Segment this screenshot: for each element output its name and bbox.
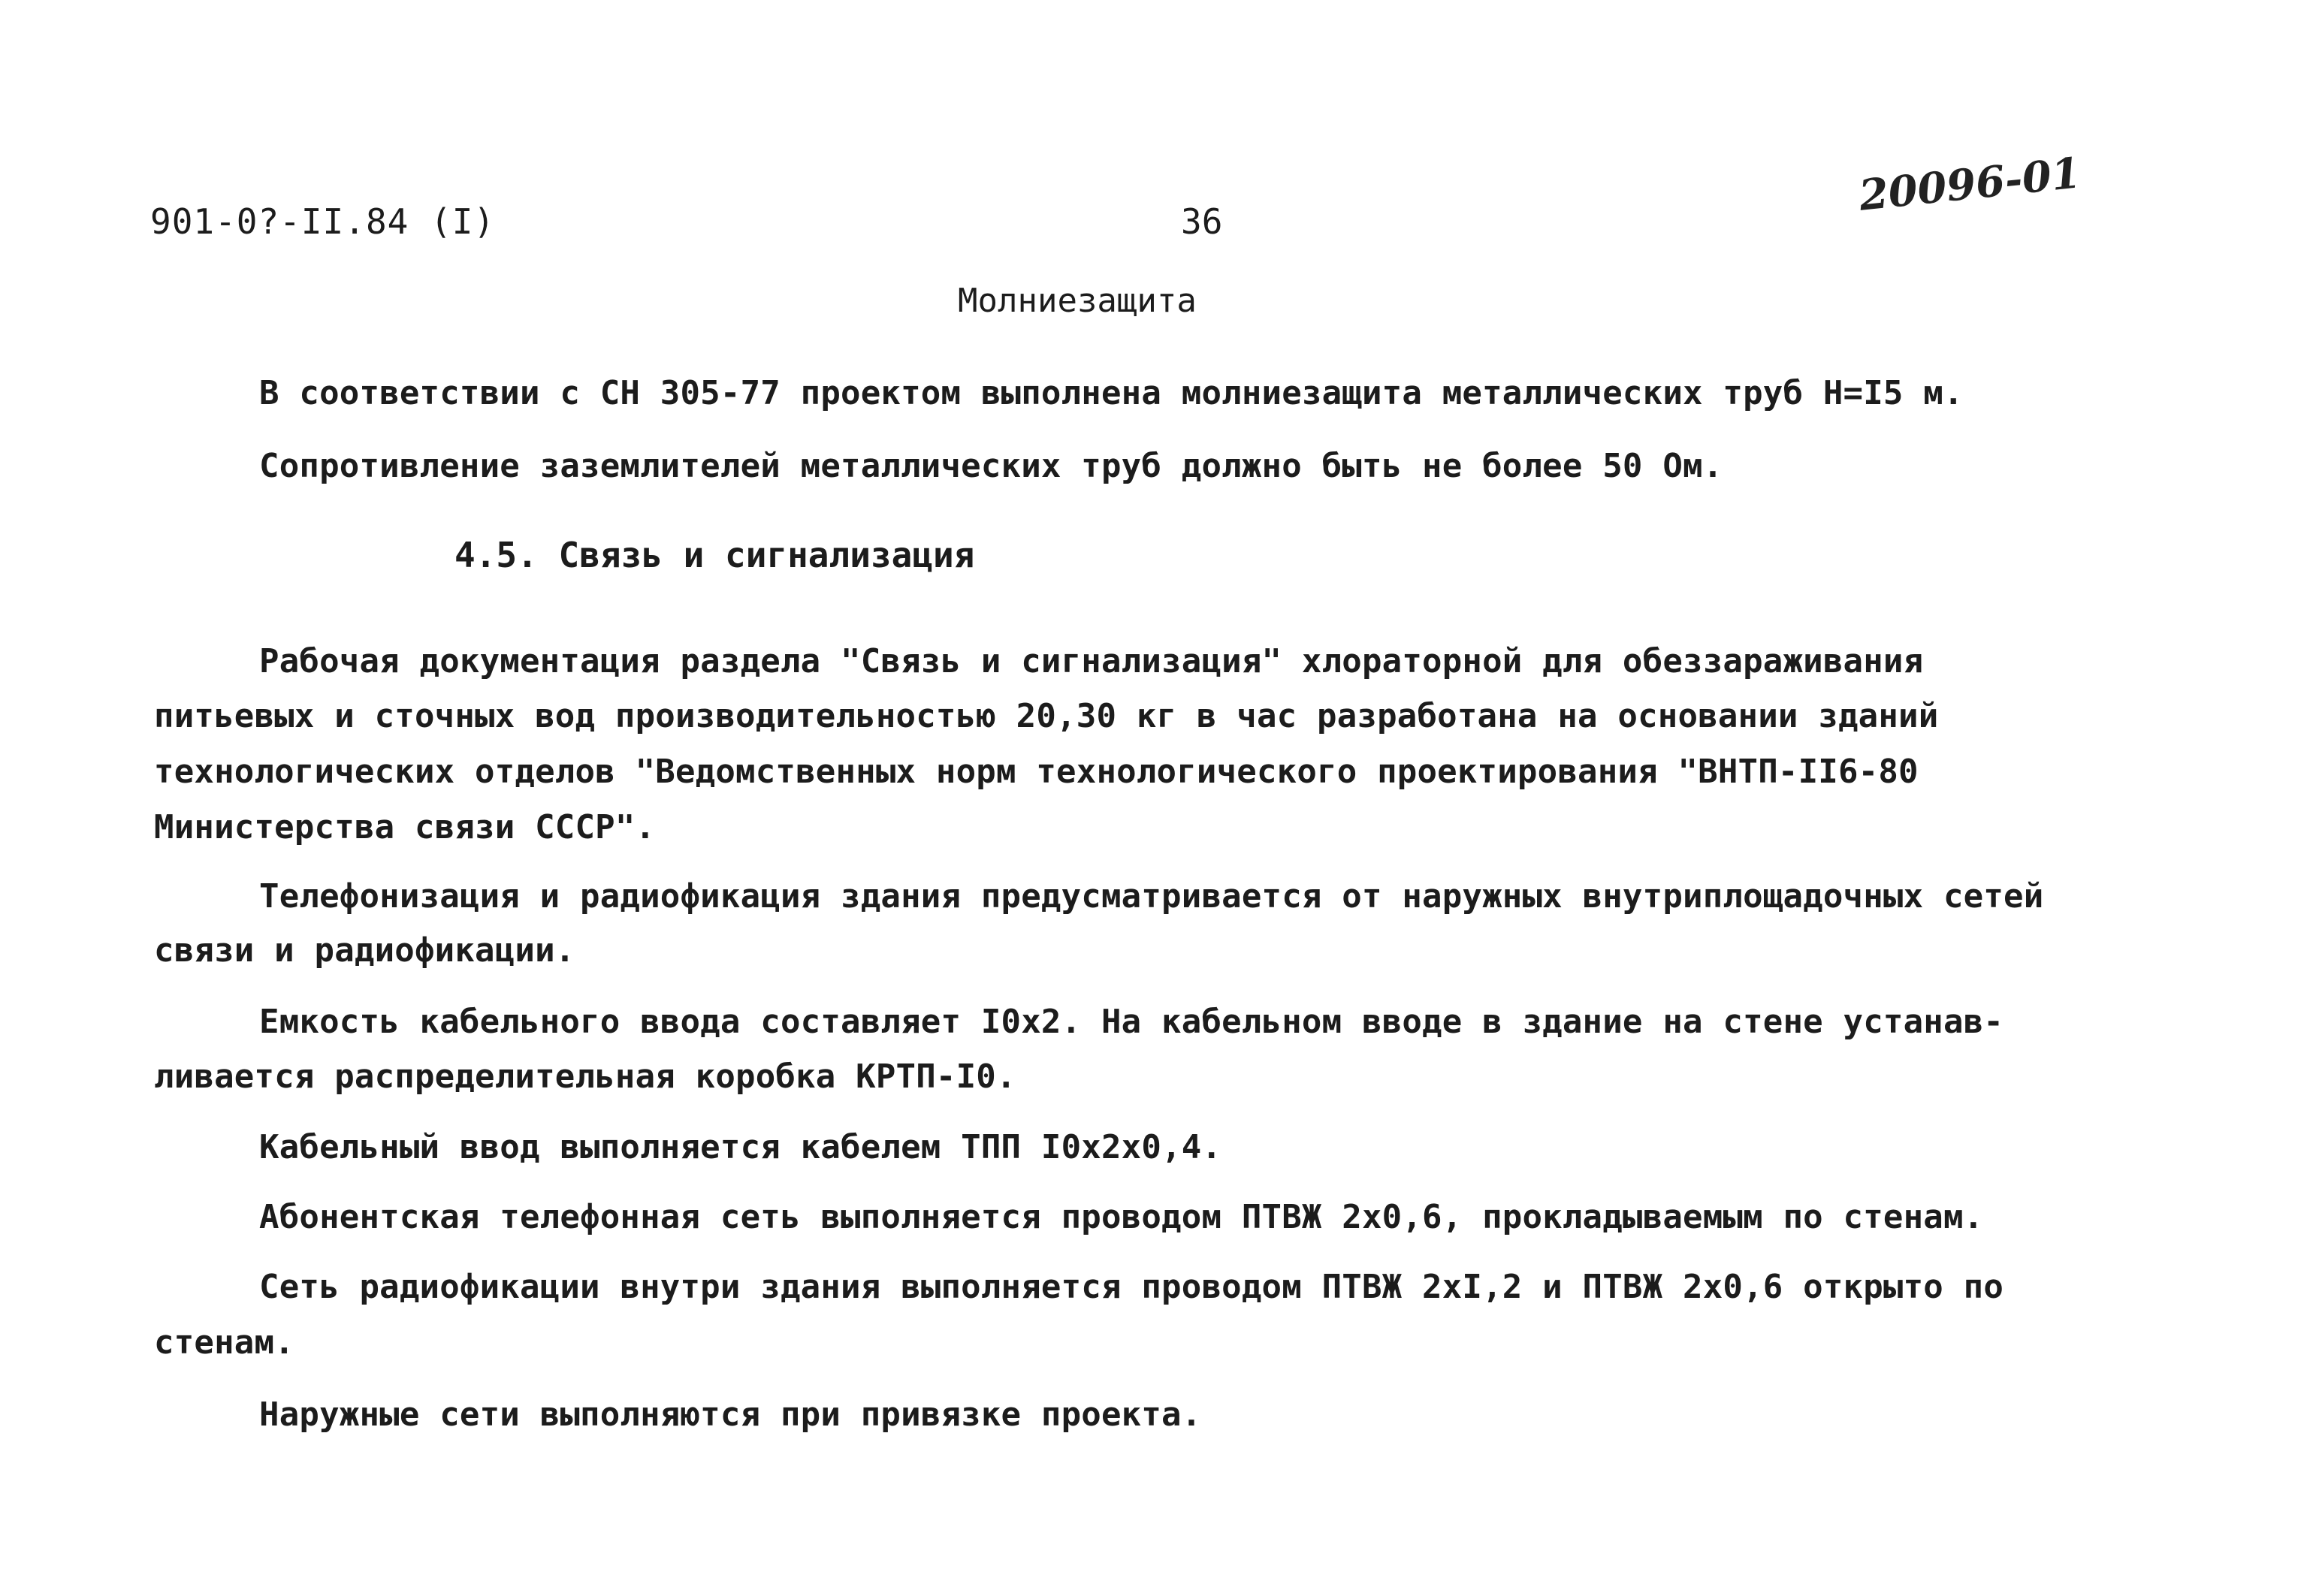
paragraph-line: Телефонизация и радиофикация здания предусматривается от наружных внутриплощадочных сетей — [259, 877, 2044, 916]
handwritten-inventory-number: 20096-01 — [1856, 148, 2083, 221]
document-code: 901-0?-II.84 (I) — [150, 201, 496, 242]
paragraph-line: связи и радиофикации. — [154, 931, 575, 970]
paragraph-line: стенам. — [154, 1323, 294, 1362]
paragraph-line: Рабочая документация раздела "Связь и сигнализация" хлораторной для обеззараживания — [259, 642, 1924, 680]
lightning-text-line: В соответствии с СН 305-77 проектом выполнена молниезащита металлических труб Н=I5 м. — [259, 374, 1964, 412]
paragraph-line: Емкость кабельного ввода составляет I0х2. На кабельном вводе в здание на стене устанав- — [259, 1003, 2004, 1041]
page-number: 36 — [1181, 201, 1223, 242]
paragraph-line: ливается распределительная коробка КРТП-I0. — [154, 1057, 1016, 1096]
section-title-lightning: Молниезащита — [958, 282, 1197, 320]
paragraph-line: Наружные сети выполняются при привязке проекта. — [259, 1395, 1202, 1434]
paragraph-line: питьевых и сточных вод производительностью 20,30 кг в час разработана на основании зданий — [154, 697, 1939, 735]
paragraph-line: технологических отделов "Ведомственных норм технологического проектирования "ВНТП-II6-80 — [154, 753, 1919, 791]
lightning-text-line: Сопротивление заземлителей металлических труб должно быть не более 50 Ом. — [259, 447, 1723, 485]
paragraph-line: Министерства связи СССР". — [154, 808, 656, 846]
subsection-title-communication: 4.5. Связь и сигнализация — [454, 535, 975, 575]
paragraph-line: Абонентская телефонная сеть выполняется проводом ПТВЖ 2х0,6, прокладываемым по стенам. — [259, 1198, 1984, 1236]
paragraph-line: Сеть радиофикации внутри здания выполняется проводом ПТВЖ 2хI,2 и ПТВЖ 2х0,6 открыто по — [259, 1268, 2004, 1306]
paragraph-line: Кабельный ввод выполняется кабелем ТПП I0х2х0,4. — [259, 1128, 1222, 1166]
